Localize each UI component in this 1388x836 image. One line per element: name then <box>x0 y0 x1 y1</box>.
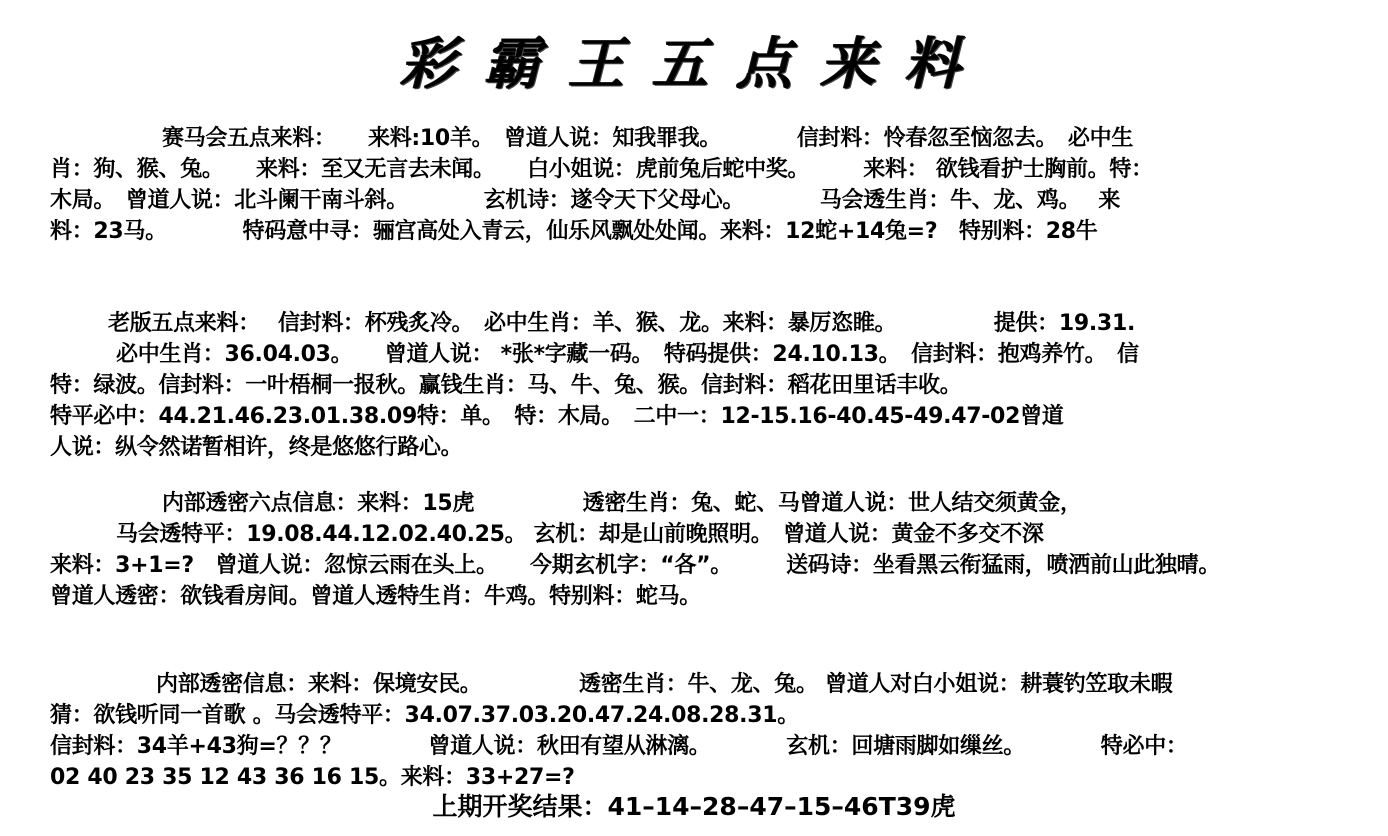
section-2-line-2: 必中生肖：36.04.03。 曾道人说： *张*字藏一码。 特码提供：24.10.13。 信封料：抱鸡养竹。 信 <box>116 342 1139 367</box>
section-1-line-3: 木局。 曾道人说：北斗阑干南斗斜。 玄机诗：遂令天下父母心。 马会透生肖：牛、龙、鸡。 来 <box>50 188 1121 213</box>
section-2-line-4: 特平必中：44.21.46.23.01.38.09特：单。 特：木局。 二中一：12-15.16-40.45-49.47-02曾道 <box>50 404 1064 429</box>
section-3-line-1: 内部透密六点信息：来料：15虎 透密生肖：兔、蛇、马曾道人说：世人结交须黄金， <box>162 491 1082 516</box>
section-3-line-2: 马会透特平：19.08.44.12.02.40.25。 玄机：却是山前晚照明。 曾道人说：黄金不多交不深 <box>116 522 1044 547</box>
section-4-line-3: 信封料：34羊+43狗=？？？ 曾道人说：秋田有望从淋漓。 玄机：回塘雨脚如缫丝。 特必中： <box>50 734 1188 759</box>
section-2-line-5: 人说：纵令然诺暂相许，终是悠悠行路心。 <box>50 435 463 460</box>
page-title: 彩霸王五点来料 <box>400 31 988 97</box>
last-draw-result <box>0 790 1388 824</box>
last-draw-result-text: 上期开奖结果：41–14–28–47–15–46T39虎 <box>432 792 956 821</box>
section-3-line-3: 来料：3+1=? 曾道人说：忽惊云雨在头上。 今期玄机字：“各”。 送码诗：坐看黑云衔猛雨，喷洒前山此独晴。 <box>50 553 1221 578</box>
section-1-line-1: 赛马会五点来料： 来料:10羊。 曾道人说：知我罪我。 信封料：怜春忽至恼忽去。 必中生 <box>162 126 1134 151</box>
section-2-line-1: 老版五点来料： 信封料：杯残炙冷。 必中生肖：羊、猴、龙。来料：暴厉恣睢。 提供：19.31. <box>108 311 1136 336</box>
section-1-line-2: 肖：狗、猴、兔。 来料：至又无言去未闻。 白小姐说：虎前兔后蛇中奖。 来料： 欲钱看护士胸前。特： <box>50 157 1153 182</box>
section-1-line-4: 料：23马。 特码意中寻：骊宫高处入青云，仙乐风飘处处闻。来料：12蛇+14兔=? 特别料：28牛 <box>50 219 1098 244</box>
section-4-line-1: 内部透密信息：来料：保境安民。 透密生肖：牛、龙、兔。 曾道人对白小姐说：耕蓑钓笠取未暇 <box>156 672 1173 697</box>
section-4-line-2: 猜：欲钱听同一首歌 。马会透特平：34.07.37.03.20.47.24.08.28.31。 <box>50 703 799 728</box>
section-4-line-4: 02 40 23 35 12 43 36 16 15。来料：33+27=? <box>50 765 575 790</box>
section-3-line-4: 曾道人透密：欲钱看房间。曾道人透特生肖：牛鸡。特别料：蛇马。 <box>50 584 702 609</box>
section-2-line-3: 特：绿波。信封料：一叶梧桐一报秋。赢钱生肖：马、牛、兔、猴。信封料：稻花田里话丰收。 <box>50 373 962 398</box>
